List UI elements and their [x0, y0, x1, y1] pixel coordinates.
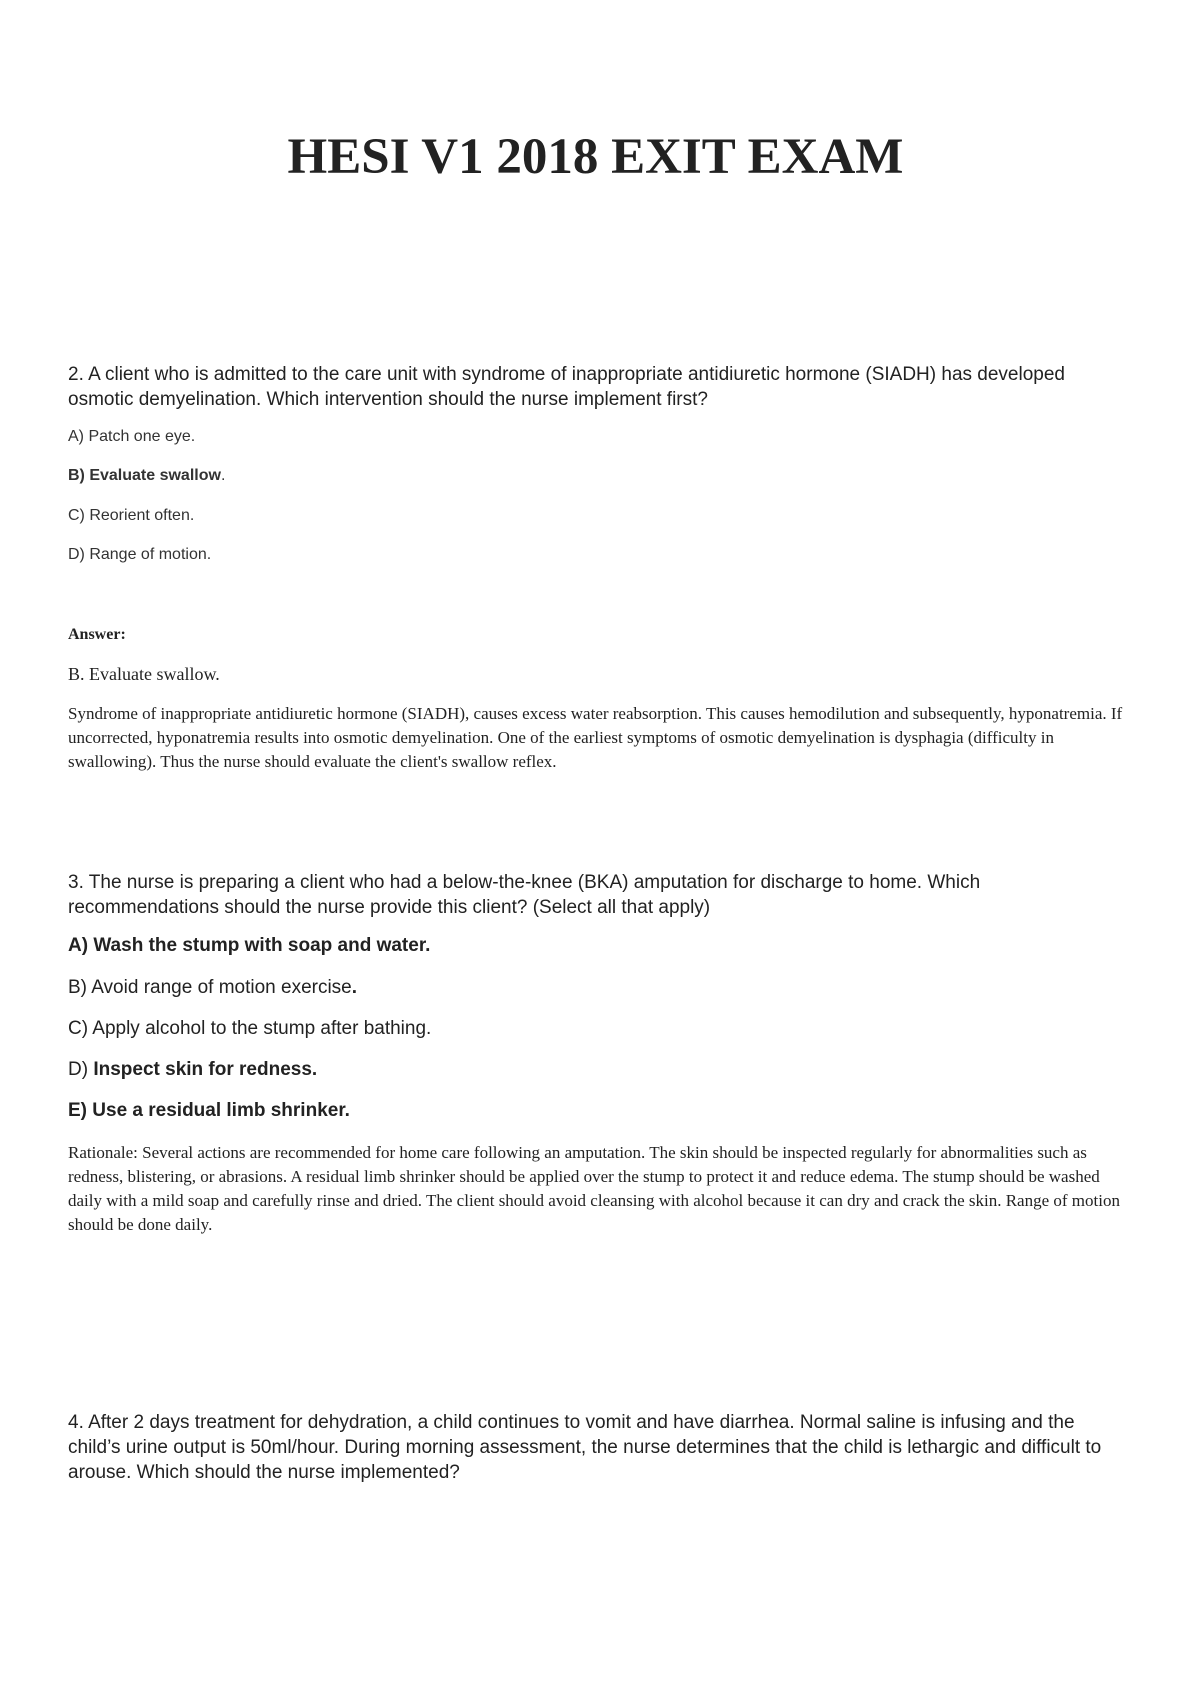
document-title: HESI V1 2018 EXIT EXAM: [287, 129, 904, 185]
question-2-option-b: [68, 466, 225, 486]
question-3-option-c: C) Apply alcohol to the stump after bathing.: [68, 1018, 432, 1039]
question-4-stem: 4. After 2 days treatment for dehydration, a child continues to vomit and have diarrhea. Normal saline is infusing and the child’s urine output is 50ml/hour. During morning assessment, the nurse determines that the child is lethargic and difficult to arouse. Which should the nurse implemented?: [68, 1412, 1102, 1483]
question-3-option-d-text: Inspect skin for redness.: [93, 1059, 318, 1080]
question-2-explanation: Syndrome of inappropriate antidiuretic hormone (SIADH), causes excess water reabsorption. This causes hemodilution and subsequently, hyponatremia. If uncorrected, hyponatremia results into osmotic demyelination. One of the earliest symptoms of osmotic demyelination is dysphagia (difficulty in swallowing). Thus the nurse should evaluate the client's swallow reflex.: [68, 704, 1123, 771]
question-3-rationale: Rationale: Several actions are recommended for home care following an amputation. The skin should be inspected regularly for abnormalities such as redness, blistering, or abrasions. A residual limb shrinker should be applied over the stump to protect it and reduce edema. The stump should be washed daily with a mild soap and carefully rinse and dried. The client should avoid cleansing with alcohol because it can dry and crack the skin. Range of motion should be done daily.: [68, 1143, 1120, 1234]
question-2-option-b-tail: .: [220, 467, 226, 484]
question-2-option-a: A) Patch one eye.: [68, 428, 196, 445]
question-3-stem: 3. The nurse is preparing a client who had a below-the-knee (BKA) amputation for discharge to home. Which recommendations should the nurse provide this client? (Select all that apply): [68, 872, 981, 918]
question-3-option-d: [68, 1058, 317, 1082]
question-2-stem: 2. A client who is admitted to the care unit with syndrome of inappropriate antidiuretic hormone (SIADH) has developed osmotic demyelination. Which intervention should the nurse implement first?: [68, 364, 1065, 410]
question-3-option-a: A) Wash the stump with soap and water.: [68, 935, 431, 956]
answer-label: Answer:: [68, 626, 126, 643]
question-3-option-b-text: B) Avoid range of motion exercise: [68, 977, 352, 998]
question-2-option-c: C) Reorient often.: [68, 507, 195, 524]
answer-value: B. Evaluate swallow.: [68, 664, 220, 684]
question-3-option-d-prefix: D): [68, 1059, 94, 1080]
question-2-option-d: D) Range of motion.: [68, 546, 212, 563]
question-3-option-e: E) Use a residual limb shrinker.: [68, 1100, 350, 1121]
question-3-option-b-tail: .: [351, 977, 358, 998]
question-3-option-b: [68, 976, 357, 1000]
question-2-option-b-text: B) Evaluate swallow: [68, 467, 221, 484]
